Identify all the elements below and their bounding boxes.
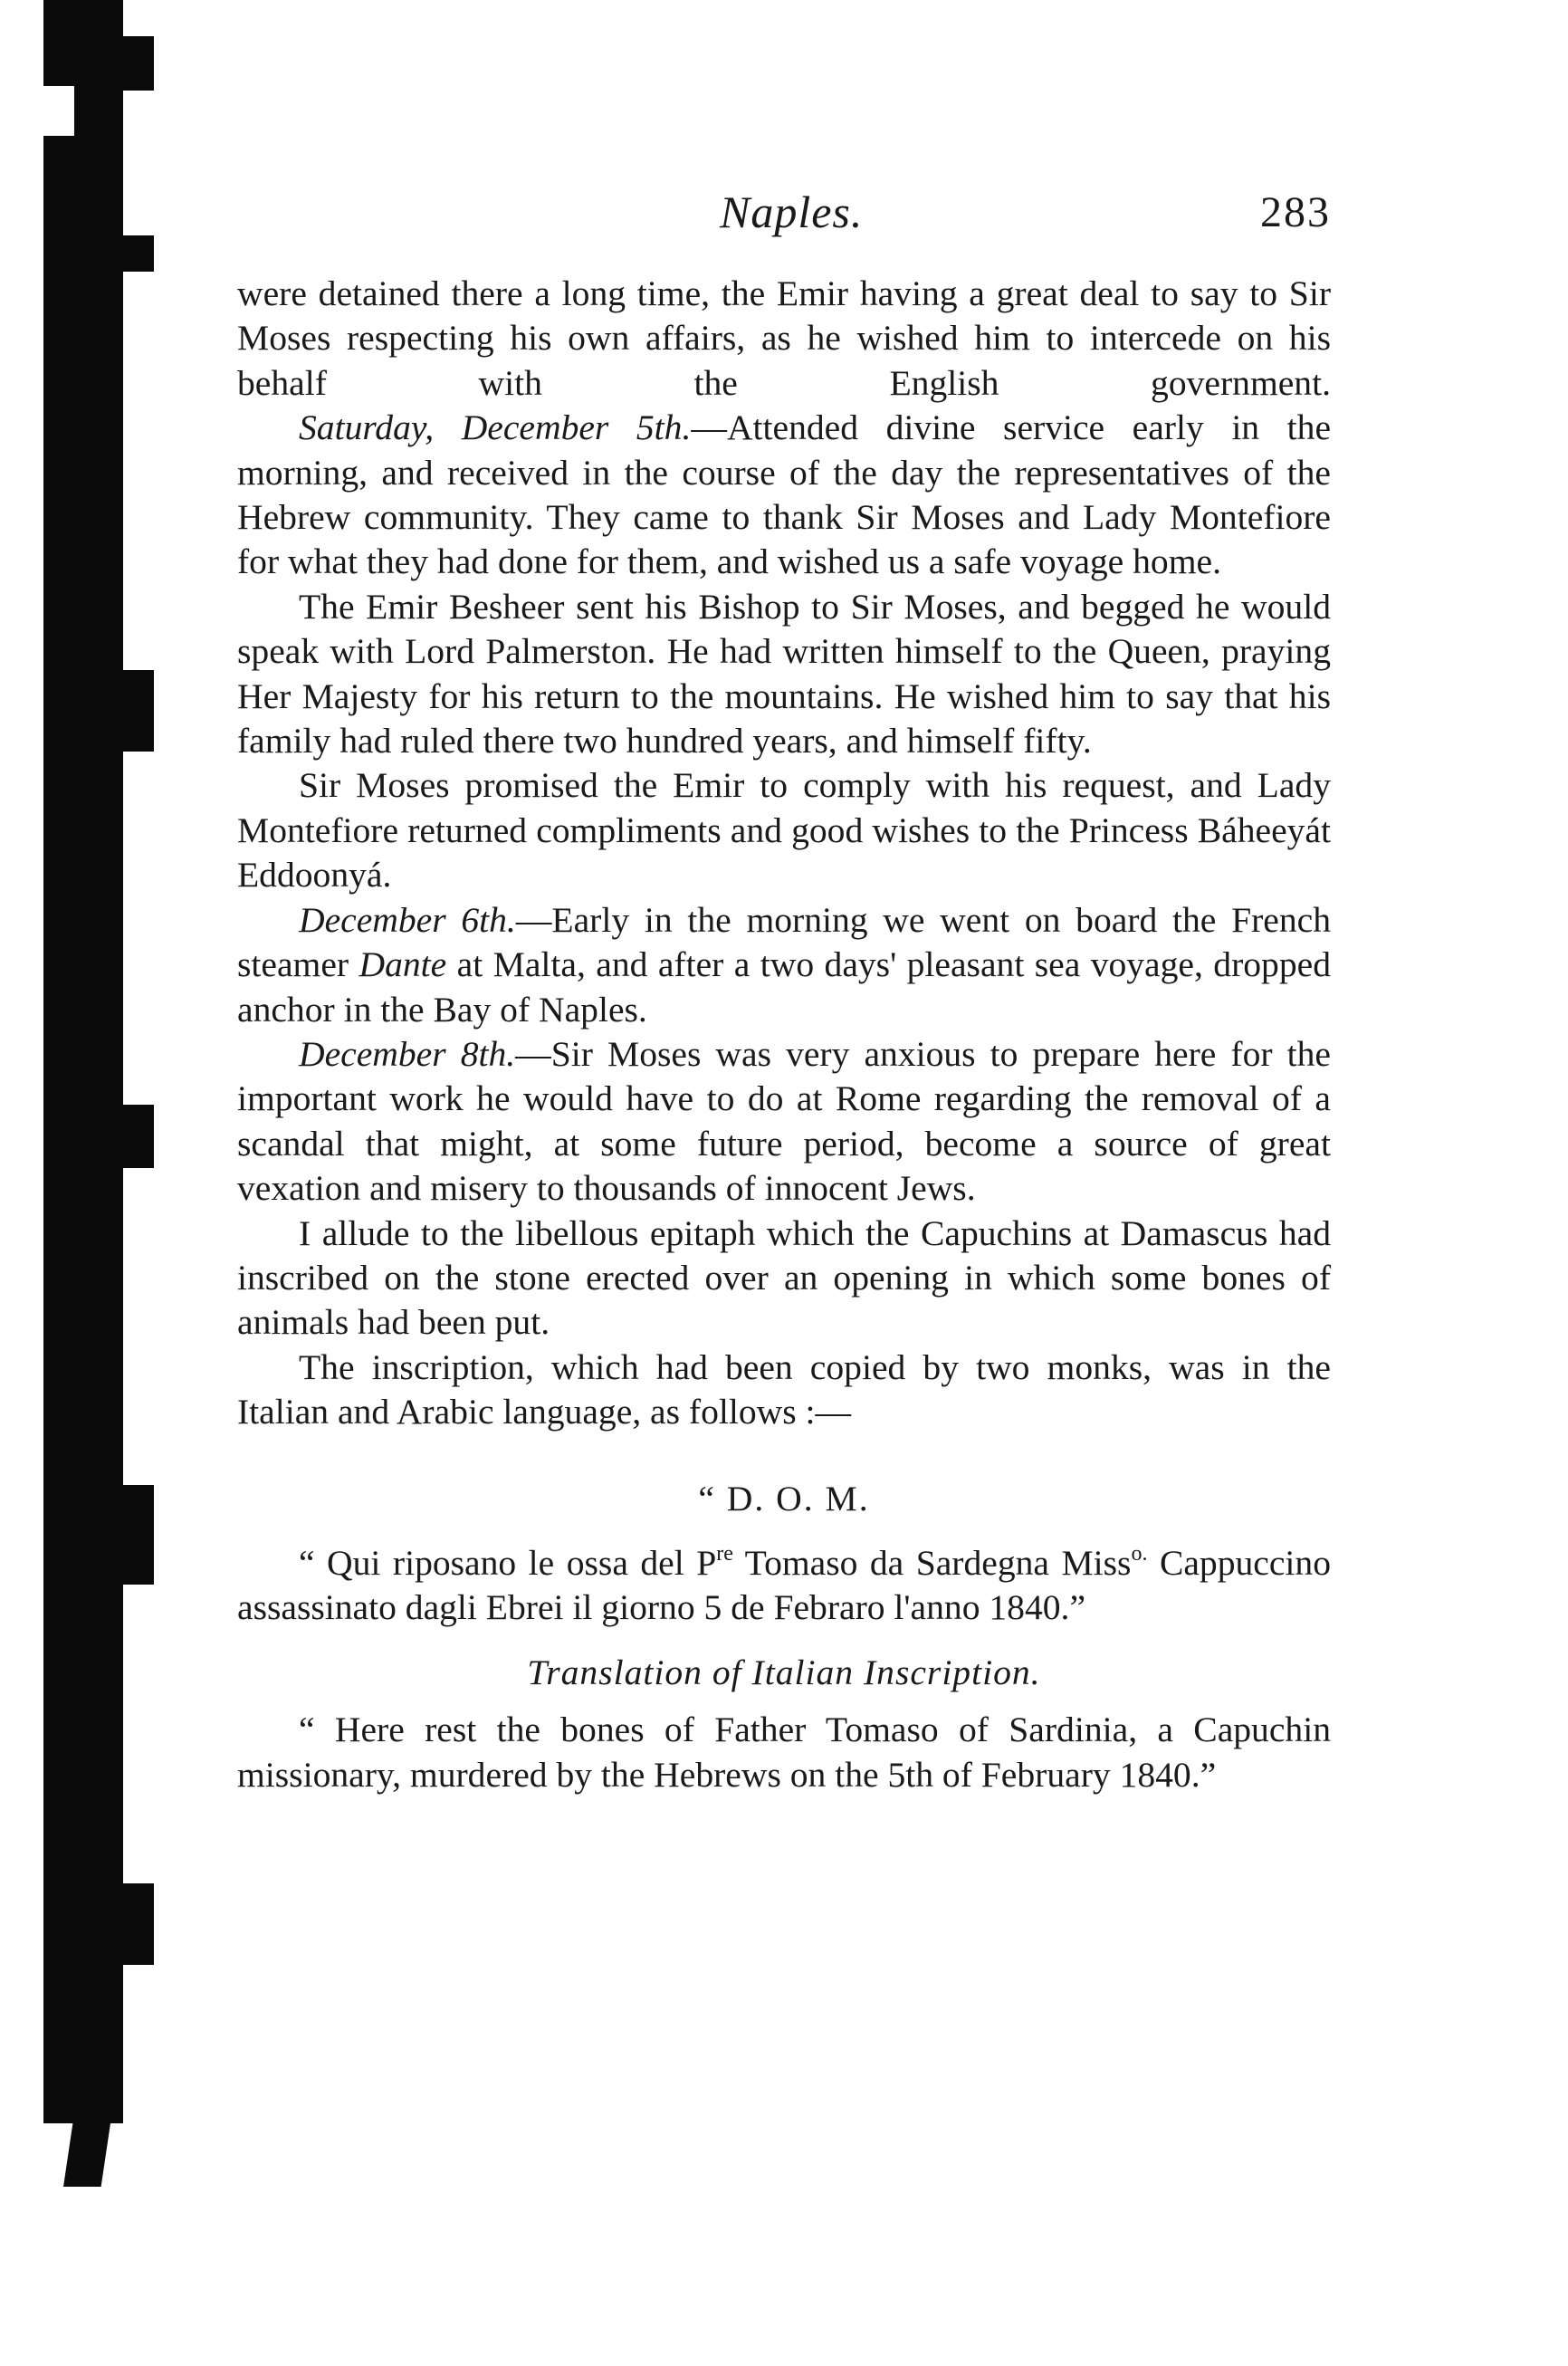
paragraph-december-6-text-b: at Malta, and after a two days' pleasant sea voyage, dropped anchor in the Bay of Naples.: [237, 944, 1331, 1030]
paragraph-emir-bishop: The Emir Besheer sent his Bishop to Sir Moses, and begged he would speak with Lord Palmerston. He had written himself to the Queen, praying Her Majesty for his return to the mountains. He wished him to say that his family had ruled there two hundred years, and himself fifty.: [237, 586, 1331, 762]
spine-notch: [123, 1485, 154, 1585]
page-header: [240, 186, 1331, 258]
spine-notch: [123, 670, 154, 752]
inscription-italian-b: Tomaso da Sardegna Miss: [732, 1542, 1132, 1583]
paragraph-saturday: [237, 406, 1331, 585]
book-spine-shadow: [43, 0, 123, 2123]
paragraph-inscription-intro: The inscription, which had been copied by two monks, was in the Italian and Arabic language, as follows :—: [237, 1346, 1331, 1432]
translation-text: “ Here rest the bones of Father Tomaso of Sardinia, a Capuchin missionary, murdered by the Hebrews on the 5th of February 1840.”: [237, 1710, 1331, 1795]
inscription-italian-c: Cappuccino assassinato dagli Ebrei il giorno 5 de Febraro l'anno 1840.”: [237, 1542, 1331, 1628]
dateline-saturday: Saturday, December 5th.: [299, 407, 692, 448]
spine-notch: [123, 36, 154, 91]
spine-notch: [123, 1883, 154, 1965]
page-number: 283: [1260, 188, 1331, 236]
paragraph-saturday-text: —Attended divine service early in the morning, and received in the course of the day the representatives of the Hebrew community. They came to thank Sir Moses and Lady Montefiore for what they had done for them, and wished us a safe voyage home.: [237, 407, 1332, 582]
body-text: [237, 272, 1331, 1797]
inscription-italian-a: “ Qui riposano le ossa del P: [299, 1542, 717, 1583]
superscript-re: re: [716, 1541, 733, 1566]
paragraph-december-6: [237, 898, 1331, 1032]
superscript-o: o.: [1131, 1541, 1148, 1566]
spine-gap: [43, 86, 74, 136]
paragraph-december-8: [237, 1032, 1331, 1212]
inscription-italian: [237, 1541, 1331, 1631]
translation-heading: Translation of Italian Inscription.: [527, 1652, 1041, 1692]
paragraph-december-8-text: —Sir Moses was very anxious to prepare here for the important work he would have to do at Rome regarding the removal of a scandal that might, at some future period, become a source of great vexation and misery to thousands of innocent Jews.: [237, 1033, 1331, 1209]
dateline-december-6: December 6th.: [299, 899, 516, 940]
running-head: Naples.: [720, 187, 864, 237]
paragraph-promise: Sir Moses promised the Emir to comply with his request, and Lady Montefiore returned compliments and good wishes to the Princess Báheeyát Eddoonyá.: [237, 765, 1331, 896]
ship-name: Dante: [359, 944, 447, 985]
paragraph-epitaph: I allude to the libellous epitaph which the Capuchins at Damascus had inscribed on the stone erected over an opening in which some bones of animals had been put.: [237, 1212, 1331, 1343]
spine-notch: [123, 235, 154, 272]
inscription-dom: “ D. O. M.: [698, 1478, 870, 1518]
paragraph-continuation: were detained there a long time, the Emir having a great deal to say to Sir Moses respecting his own affairs, as he wished him to intercede on his behalf with the English government.: [237, 273, 1331, 403]
spine-tail: [63, 2123, 110, 2187]
dateline-december-8: December 8th.: [299, 1033, 516, 1074]
spine-notch: [123, 1105, 154, 1168]
paragraph-december-6-text-a: —Early in the morning we went on board the French steamer: [237, 899, 1331, 985]
